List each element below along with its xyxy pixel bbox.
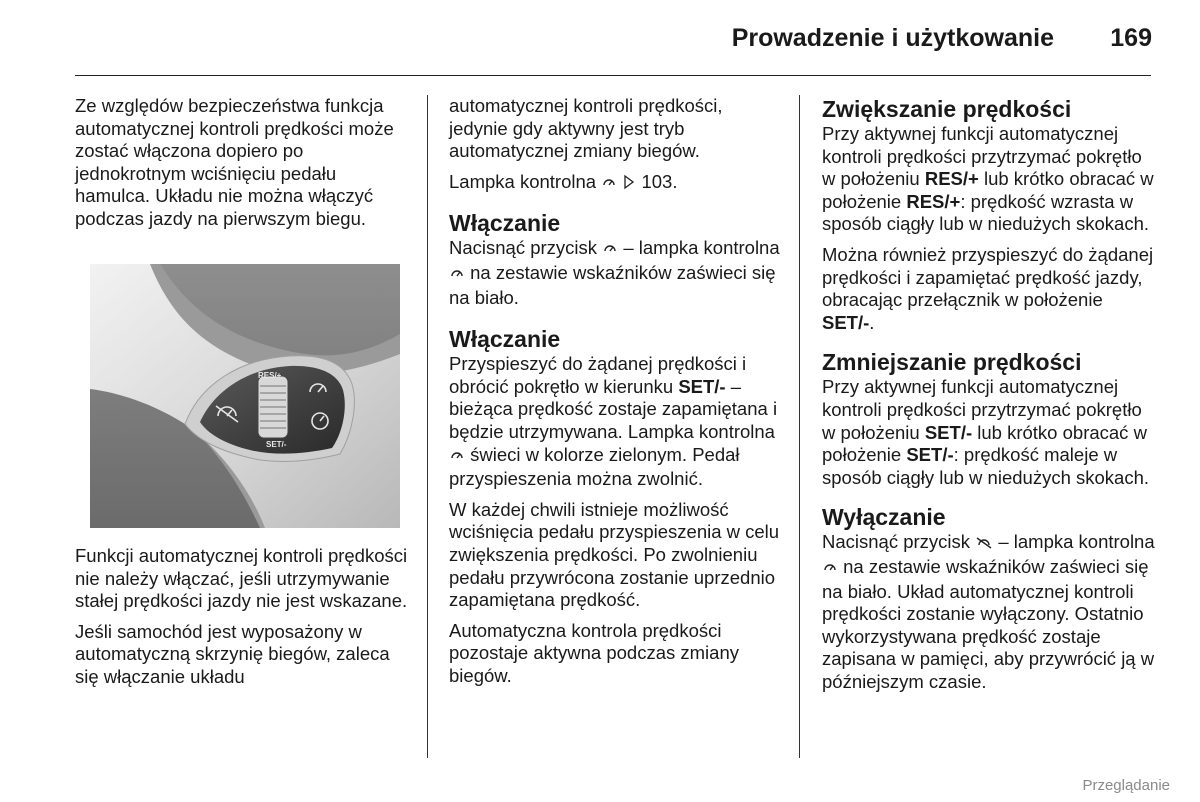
cruise-control-icon [449,446,465,469]
text-span: Nacisnąć przycisk [822,531,971,553]
column-divider-1 [427,95,428,758]
column-1-lower [75,545,410,697]
lamp-reference-text: Lampka kontrolna [449,170,597,192]
set-minus-label: SET/- [924,421,973,443]
column-3 [822,95,1157,701]
text-span: . [869,311,875,333]
intro-paragraph: Ze względów bezpieczeństwa funkcja automatycznej kontroli prędkości może zostać włączona dopiero po jednokrotnym wciśnięciu pedału hamulca. Układu nie można włączyć podczas jazdy na pierwszym biegu. [75,95,394,229]
text-span: : prędkość wzrasta w sposób ciągły lub w niedużych skokach. [822,190,1150,235]
steering-wheel-illustration [90,264,400,528]
heading-switching-off: Wyłączanie [822,504,946,531]
heading-switching-on-2: Włączanie [449,326,561,353]
text-span: na zestawie wskaźników zaświeci się na biało. Układ automatycznej kontroli prędkości zostanie wyłączony. Ostatnio wykorzystywana prędkość zostaje zapisana w pamięci, aby przywrócić ją w późniejszym czasie. [822,555,1155,692]
cruise-control-icon [601,173,617,196]
set-minus-label: SET/- [822,311,870,333]
switching-off-text [822,531,1157,693]
heading-increase-speed: Zwiększanie prędkości [822,96,1072,122]
text-span: lub krótko obracać w położenie [822,168,1154,212]
column-2 [449,95,784,695]
decrease-speed-text [822,376,1157,489]
column-1 [75,95,410,239]
page-reference-arrow-icon [622,173,636,196]
cruise-control-icon [449,264,465,287]
header-rule [75,75,1151,76]
text-span: lub krótko obracać w położenie [822,421,1147,466]
switching-on-2-text [449,353,784,491]
increase-speed-alt-text [822,244,1157,334]
heading-decrease-speed: Zmniejszanie prędkości [822,349,1082,376]
set-minus-label: SET/- [678,375,726,397]
lamp-reference [449,171,784,196]
page-number: 169 [1110,24,1152,52]
cruise-control-icon [822,558,838,581]
text-span: – bieżąca prędkość zostaje zapamiętana i będzie utrzymywana. Lampka kontrolna [449,375,778,442]
text-span: Przy aktywnej funkcji automatycznej kontroli prędkości przytrzymać pokrętło w położeniu [822,123,1142,190]
text-span: : prędkość maleje w sposób ciągły lub w niedużych skokach. [822,444,1150,488]
text-span: – lampka kontrolna [998,531,1155,553]
set-label: SET/- [266,440,287,449]
heading-switching-on-1: Włączanie [449,210,561,237]
header-title: Prowadzenie i użytkowanie [731,24,1054,52]
gear-change-paragraph: Automatyczna kontrola prędkości pozostaje aktywna podczas zmiany biegów. [449,619,739,686]
text-span: Przy aktywnej funkcji automatycznej kontroli prędkości przytrzymać pokrętło w położeniu [822,376,1142,443]
text-span: Nacisnąć przycisk [449,237,598,259]
text-span: Przyspieszyć do żądanej prędkości i obrócić pokrętło w kierunku [449,353,747,397]
cruise-control-icon [602,239,618,262]
lamp-page-reference: 103. [641,170,678,192]
warning-paragraph: Funkcji automatycznej kontroli prędkości nie należy włączać, jeśli utrzymywanie stałej prędkości jazdy nie jest wskazane. [75,545,408,612]
res-plus-label: RES/+ [924,168,979,190]
increase-speed-text [822,123,1157,236]
text-span: – lampka kontrolna [623,237,780,259]
set-minus-label: SET/- [906,444,954,466]
cruise-control-off-icon [975,533,993,556]
switching-on-1-text [449,237,784,309]
res-label: RES/+ [258,371,282,380]
text-span: świeci w kolorze zielonym. Pedał przyspieszenia można zwolnić. [449,443,740,490]
res-plus-label: RES/+ [906,190,961,212]
automatic-gearbox-paragraph: Jeśli samochód jest wyposażony w automatyczną skrzynię biegów, zaleca się włączanie układu [75,620,390,687]
continuation-paragraph: automatycznej kontroli prędkości, jedynie gdy aktywny jest tryb automatycznej zmiany biegów. [449,95,723,162]
column-divider-2 [799,95,800,758]
footer-link[interactable]: Przeglądanie [1082,777,1170,794]
acceleration-paragraph: W każdej chwili istnieje możliwość wciśnięcia pedału przyspieszenia w celu zwiększenia prędkości. Po zwolnieniu pedału przywrócona zostanie uprzednio zapamiętana prędkość. [449,498,780,611]
text-span: na zestawie wskaźników zaświeci się na biało. [449,261,776,308]
text-span: Można również przyspieszyć do żądanej prędkości i zapamiętać prędkość jazdy, obracając przełącznik w położenie [822,243,1154,311]
